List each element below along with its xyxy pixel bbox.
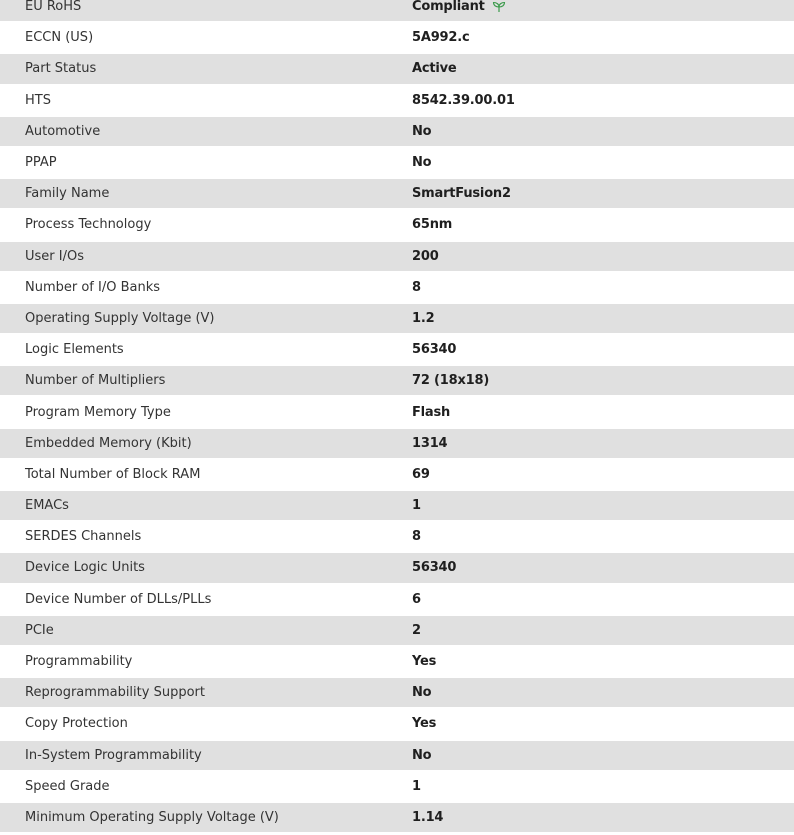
spec-label: Automotive (25, 123, 101, 139)
spec-label: Copy Protection (25, 716, 128, 732)
spec-label: Program Memory Type (25, 404, 171, 420)
spec-label: PPAP (25, 155, 57, 171)
spec-row (0, 242, 794, 273)
spec-value: 1314 (412, 435, 448, 451)
spec-row (0, 117, 794, 148)
spec-value: 69 (412, 466, 430, 482)
spec-value: 2 (412, 622, 421, 638)
spec-row (0, 585, 794, 616)
spec-label: Reprogrammability Support (25, 685, 205, 701)
spec-label: Speed Grade (25, 778, 110, 794)
spec-label: Device Logic Units (25, 560, 145, 576)
spec-label: Part Status (25, 61, 97, 77)
spec-label: EMACs (25, 498, 69, 514)
spec-value: 1.14 (412, 809, 444, 825)
spec-label: Process Technology (25, 217, 152, 233)
spec-row (0, 148, 794, 179)
spec-row (0, 304, 794, 335)
spec-value: No (412, 155, 432, 171)
spec-value: 5A992.c (412, 30, 470, 46)
spec-label: ECCN (US) (25, 30, 94, 46)
spec-value: Yes (412, 716, 437, 732)
spec-value: Yes (412, 654, 437, 670)
spec-row (0, 273, 794, 304)
spec-label: PCIe (25, 622, 54, 638)
spec-value-text: Compliant (412, 0, 485, 15)
spec-row (0, 179, 794, 210)
spec-value: No (412, 123, 432, 139)
spec-label: EU RoHS (25, 0, 82, 15)
spec-label: SERDES Channels (25, 529, 142, 545)
spec-label: Logic Elements (25, 342, 124, 358)
spec-row (0, 709, 794, 740)
spec-row (0, 54, 794, 85)
spec-label: Family Name (25, 186, 110, 202)
spec-label: User I/Os (25, 248, 84, 264)
spec-value: 1 (412, 778, 421, 794)
spec-label: HTS (25, 92, 51, 108)
spec-value (412, 0, 506, 14)
spec-value: 65nm (412, 217, 453, 233)
spec-value: 72 (18x18) (412, 373, 490, 389)
spec-row (0, 86, 794, 117)
spec-value: 1.2 (412, 310, 435, 326)
spec-row (0, 0, 794, 23)
spec-value: Flash (412, 404, 451, 420)
spec-label: Total Number of Block RAM (25, 466, 201, 482)
spec-label: Number of I/O Banks (25, 279, 161, 295)
spec-row (0, 429, 794, 460)
spec-row (0, 803, 794, 834)
spec-value: 56340 (412, 560, 457, 576)
spec-row (0, 553, 794, 584)
spec-value: Active (412, 61, 457, 77)
spec-value: 6 (412, 591, 421, 607)
spec-value: 8 (412, 279, 421, 295)
spec-row (0, 397, 794, 428)
spec-row (0, 491, 794, 522)
spec-label: Embedded Memory (Kbit) (25, 435, 192, 451)
spec-value: No (412, 747, 432, 763)
spec-row (0, 210, 794, 241)
spec-label: Operating Supply Voltage (V) (25, 310, 215, 326)
spec-label: Device Number of DLLs/PLLs (25, 591, 212, 607)
spec-row (0, 366, 794, 397)
spec-label: Number of Multipliers (25, 373, 166, 389)
spec-value: 200 (412, 248, 439, 264)
spec-value: 56340 (412, 342, 457, 358)
spec-value: 8542.39.00.01 (412, 92, 515, 108)
spec-value: 1 (412, 498, 421, 514)
spec-row (0, 522, 794, 553)
spec-label: Minimum Operating Supply Voltage (V) (25, 809, 279, 825)
spec-row (0, 678, 794, 709)
spec-label: In-System Programmability (25, 747, 202, 763)
spec-row (0, 741, 794, 772)
spec-row (0, 335, 794, 366)
spec-row (0, 460, 794, 491)
spec-value: 8 (412, 529, 421, 545)
spec-label: Programmability (25, 654, 133, 670)
spec-row (0, 23, 794, 54)
leaf-icon (492, 1, 506, 13)
spec-value: No (412, 685, 432, 701)
spec-value: SmartFusion2 (412, 186, 511, 202)
spec-row (0, 772, 794, 803)
spec-row (0, 647, 794, 678)
spec-row (0, 616, 794, 647)
